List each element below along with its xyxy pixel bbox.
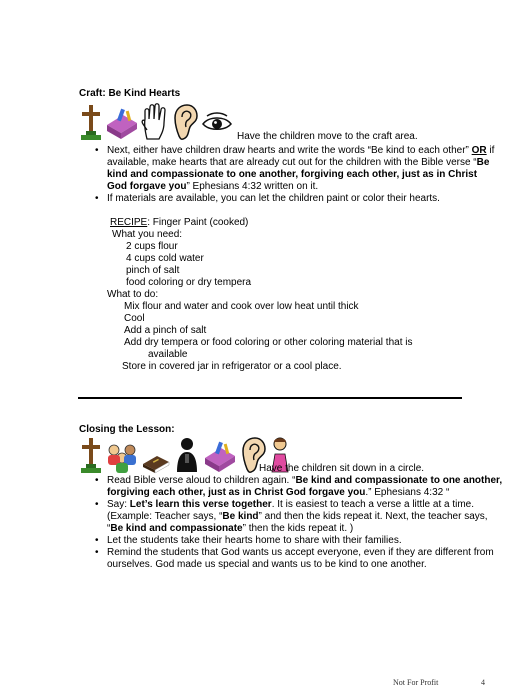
craft-instruction: Have the children move to the craft area. — [237, 131, 418, 142]
bullet-text: Read Bible verse aloud to children again. “ — [107, 475, 296, 486]
bullet-dot: • — [95, 145, 99, 156]
ingredient-item: pinch of salt — [126, 265, 180, 276]
recipe-need-heading: What you need: — [112, 229, 183, 240]
bullet-item — [95, 547, 503, 571]
bullet-dot: • — [95, 535, 99, 546]
step-item: available — [148, 349, 188, 360]
bullet-text: ” Ephesians 4:32 written on it. — [186, 181, 319, 192]
bullet-text: Be kind and compassionate to one another, forgiving each other, just as in Christ God forgave you — [107, 157, 490, 192]
step-item: Mix flour and water and cook over low heat until thick — [124, 301, 359, 312]
recipe-store: Store in covered jar in refrigerator or a cool place. — [122, 361, 342, 372]
bullet-text: If materials are available, you can let the children paint or color their hearts. — [107, 193, 440, 204]
bible-icon — [141, 444, 171, 474]
recipe-label: RECIPE — [110, 217, 148, 228]
bullet-dot: • — [95, 475, 99, 486]
footer-note: Not For Profit — [393, 678, 439, 687]
bullet-item — [95, 193, 497, 205]
page-number: 4 — [481, 678, 485, 687]
step-item: Cool — [124, 313, 145, 324]
bullet-text: Say: — [107, 499, 130, 510]
bullet-text: Be kind — [222, 511, 259, 522]
bullet-dot: • — [95, 547, 99, 558]
bullet-text: Next, either have children draw hearts and write the words “Be kind to each other” — [107, 145, 472, 156]
closing-instruction: Have the children sit down in a circle. — [259, 463, 425, 474]
closing-heading: Closing the Lesson: — [79, 424, 175, 435]
cross-icon — [79, 103, 103, 141]
bullet-text: if available, make hearts that are already cut out for the children with the Bible verse “ — [107, 145, 495, 168]
bullet-text: Remind the students that God wants us accept everyone, even if they are different from ourselves. God made us special and wants us to be kind to one another. — [107, 547, 494, 570]
step-list — [110, 301, 490, 361]
bullet-text: OR — [471, 145, 487, 156]
bullet-text: Let’s learn this verse together — [129, 499, 272, 510]
bullet-text: ” and then the kids repeat it. Next, the teacher says, “ — [107, 511, 488, 534]
craft-icon-row — [79, 101, 233, 141]
bullet-dot: • — [95, 499, 99, 510]
children-circle-icon — [105, 440, 139, 474]
recipe-todo-heading: What to do: — [107, 289, 159, 300]
craft-heading: Craft: Be Kind Hearts — [79, 88, 181, 99]
bullet-text: . It is easiest to teach a verse a little at a time. (Example: Teacher says, “ — [107, 499, 475, 522]
bullet-text: .” Ephesians 4:32 “ — [365, 487, 450, 498]
ingredient-item: 4 cups cold water — [126, 253, 204, 264]
ingredient-list — [110, 241, 490, 289]
cross-icon — [79, 436, 103, 474]
bullet-item — [95, 475, 503, 499]
craft-bullet-list — [95, 145, 497, 205]
closing-bullet-list — [95, 475, 503, 571]
recipe-name: : Finger Paint (cooked) — [147, 217, 249, 228]
bullet-text: Be kind and compassionate — [110, 523, 243, 534]
craft-supplies-icon — [203, 440, 237, 474]
ear-icon — [171, 103, 199, 141]
section-divider — [78, 397, 462, 399]
child-praying-icon — [173, 436, 201, 474]
hand-icon — [141, 103, 169, 141]
bullet-item — [95, 499, 503, 535]
bullet-item — [95, 535, 503, 547]
bullet-text: Be kind and compassionate to one another, forgiving each other, just as in Christ God forgave you — [107, 475, 503, 498]
step-item: Add dry tempera or food coloring or other coloring material that is — [124, 337, 413, 348]
step-item: Add a pinch of salt — [124, 325, 207, 336]
bullet-text: ” then the kids repeat it. ) — [242, 523, 354, 534]
ingredient-item: 2 cups flour — [126, 241, 178, 252]
recipe-title — [110, 217, 490, 229]
craft-supplies-icon — [105, 107, 139, 141]
eye-icon — [201, 111, 233, 135]
bullet-item — [95, 145, 497, 193]
recipe-block — [107, 217, 490, 373]
ingredient-item: food coloring or dry tempera — [126, 277, 252, 288]
bullet-dot: • — [95, 193, 99, 204]
bullet-text: Let the students take their hearts home to share with their families. — [107, 535, 402, 546]
